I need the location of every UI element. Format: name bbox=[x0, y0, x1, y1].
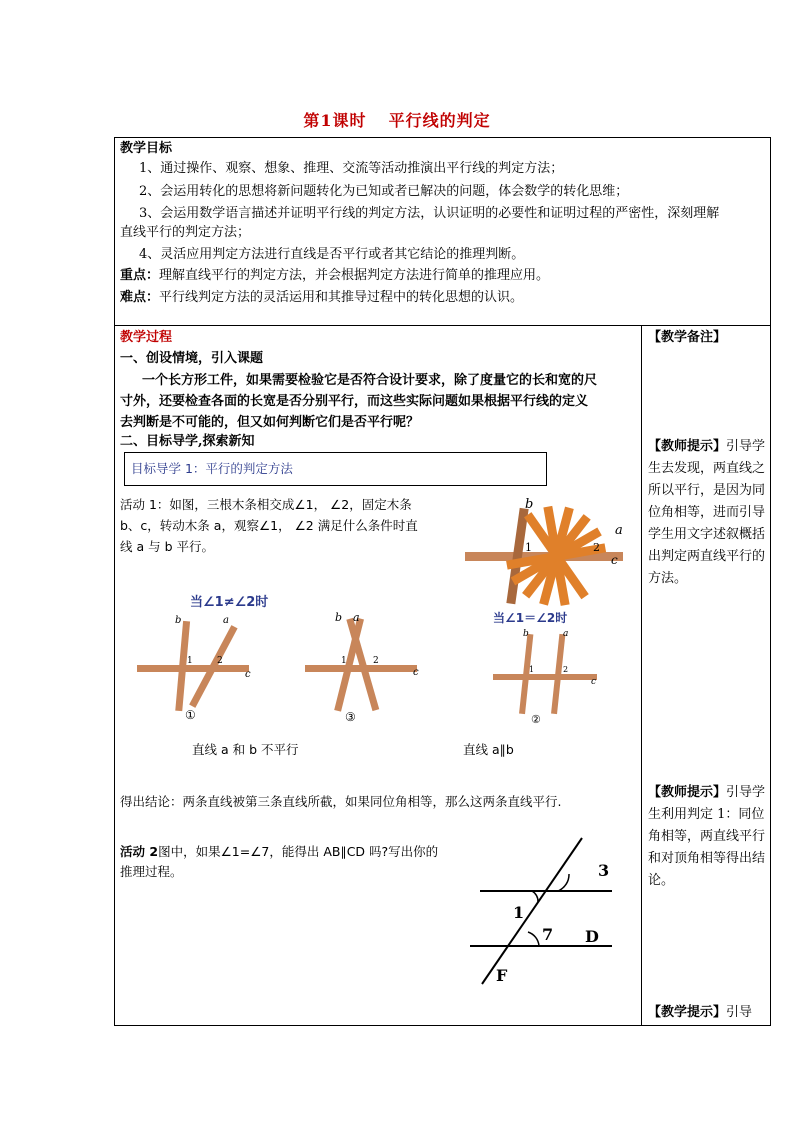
goals-heading: 教学目标 bbox=[120, 141, 173, 156]
activity-2-text: 图中，如果∠1=∠7，能得出 AB∥CD 吗?写出你的 bbox=[158, 844, 439, 859]
tip-2-text: 引导学生利用判定 1：同位角相等，两直线平行和对顶角相等得出结论。 bbox=[648, 785, 766, 888]
tip-1-label: 【教师提示】 bbox=[648, 439, 727, 454]
label-angles-not-equal: 当∠1≠∠2时 bbox=[190, 595, 269, 610]
fig-b-a: a bbox=[563, 629, 569, 639]
figure-3-not-parallel bbox=[305, 609, 425, 724]
goal-item-2: 2、会运用转化的思想将新问题转化为已知或者已解决的问题，体会数学的转化思维； bbox=[139, 184, 629, 199]
diff-label: 难点： bbox=[120, 290, 160, 305]
angle-7-arc bbox=[528, 932, 539, 946]
fig-a-b: b bbox=[175, 615, 182, 626]
objective-box bbox=[124, 452, 547, 486]
page-title bbox=[0, 108, 794, 131]
lesson-topic: 平行线的判定 bbox=[388, 111, 491, 130]
fig2-label-7: 7 bbox=[542, 925, 554, 944]
diff-text: 平行线判定方法的灵活运用和其推导过程中的转化思想的认识。 bbox=[159, 290, 524, 305]
intro-line-2: 寸外，还要检查各面的长宽是否分别平行，而这些实际问题如果根据平行线的定义 bbox=[120, 394, 589, 409]
figure-1-not-parallel bbox=[137, 613, 257, 723]
fig-c-2: 2 bbox=[373, 656, 379, 666]
fig1-label-1: 1 bbox=[525, 541, 532, 554]
angle-1-arc bbox=[532, 891, 538, 902]
fig2-label-d: D bbox=[585, 927, 599, 946]
caption-not-parallel: 直线 a 和 b 不平行 bbox=[192, 742, 299, 757]
intro-line-1: 一个长方形工件，如果需要检验它是否符合设计要求，除了度量它的长和宽的尺 bbox=[142, 373, 598, 388]
section-2-heading: 二、目标导学,探索新知 bbox=[120, 434, 255, 449]
goals-section bbox=[114, 137, 771, 326]
process-heading: 教学过程 bbox=[120, 330, 173, 345]
activity-1-line-1: 活动 1：如图，三根木条相交成∠1， ∠2，固定木条 bbox=[120, 497, 412, 512]
fig-b-c: c bbox=[591, 677, 597, 687]
lesson-number: 第1课时 bbox=[303, 111, 367, 130]
section-1-heading: 一、创设情境，引入课题 bbox=[120, 351, 264, 366]
activity-2-figure bbox=[470, 836, 615, 986]
figure-2-parallel bbox=[493, 626, 603, 726]
fig1-label-2: 2 bbox=[593, 541, 600, 554]
key-label: 重点： bbox=[120, 268, 160, 283]
goal-item-1: 1、通过操作、观察、想象、推理、交流等活动推演出平行线的判定方法； bbox=[139, 161, 564, 176]
angle-3-arc bbox=[558, 874, 569, 891]
transversal bbox=[482, 838, 582, 984]
activity-2-line-2: 推理过程。 bbox=[120, 864, 183, 879]
fig1-label-b: b bbox=[525, 497, 534, 512]
goal-item-4: 4、灵活应用判定方法进行直线是否平行或者其它结论的推理判断。 bbox=[139, 247, 525, 262]
teacher-tip-1 bbox=[648, 436, 768, 590]
activity-1-line-3: 线 a 与 b 平行。 bbox=[120, 539, 214, 554]
process-section bbox=[114, 325, 642, 1026]
fig-a-c: c bbox=[245, 669, 251, 680]
fig-a-line-c bbox=[137, 665, 249, 672]
fig-a-1: 1 bbox=[187, 656, 193, 666]
key-point bbox=[120, 267, 549, 285]
fig-b-b: b bbox=[523, 629, 529, 639]
goal-item-3-cont: 直线平行的判定方法； bbox=[120, 225, 251, 240]
label-angles-equal: 当∠1＝∠2时 bbox=[493, 611, 568, 625]
tip-3-label: 【教学提示】 bbox=[648, 1005, 727, 1020]
tip-3-text: 引导 bbox=[726, 1005, 753, 1020]
fig-c-1: 1 bbox=[341, 656, 347, 666]
fig-c-a: a bbox=[353, 611, 360, 624]
key-text: 理解直线平行的判定方法，并会根据判定方法进行简单的推理应用。 bbox=[159, 268, 550, 283]
teacher-tip-2 bbox=[648, 782, 768, 892]
fig-b-2: 2 bbox=[563, 665, 569, 674]
tip-1-text: 引导学生去发现，两直线之所以平行，是因为同位角相等，进而引导学生用文字述叙概括出判定两直线平行的方法。 bbox=[648, 439, 766, 586]
fig2-label-1: 1 bbox=[513, 903, 525, 922]
intro-line-3: 去判断是不可能的，但又如何判断它们是否平行呢？ bbox=[120, 415, 420, 430]
fig-c-c: c bbox=[413, 667, 419, 678]
activity-2-line-1 bbox=[120, 843, 438, 861]
fig-b-circ: ② bbox=[531, 713, 541, 726]
conclusion: 得出结论：两条直线被第三条直线所截，如果同位角相等，那么这两条直线平行. bbox=[120, 794, 562, 809]
fig-b-1: 1 bbox=[529, 665, 535, 674]
fig-a-a: a bbox=[223, 615, 229, 626]
fig1-label-a: a bbox=[615, 523, 623, 538]
notes-heading: 【教学备注】 bbox=[648, 330, 727, 345]
fig-a-circ: ① bbox=[185, 708, 196, 722]
fig-c-b: b bbox=[335, 611, 343, 624]
difficult-point bbox=[120, 289, 523, 307]
activity-1-line-2: b、c，转动木条 a，观察∠1， ∠2 满足什么条件时直 bbox=[120, 518, 418, 533]
goal-item-3: 3、会运用数学语言描述并证明平行线的判定方法，认识证明的必要性和证明过程的严密性，深刻理解 bbox=[139, 206, 720, 221]
teaching-tip-3 bbox=[648, 1002, 768, 1024]
caption-parallel: 直线 a∥b bbox=[463, 742, 514, 757]
activity-2-label: 活动 2 bbox=[120, 844, 159, 859]
tip-2-label: 【教师提示】 bbox=[648, 785, 727, 800]
fig-a-2: 2 bbox=[217, 656, 223, 666]
fig-c-circ: ③ bbox=[345, 710, 356, 724]
fig2-label-3: 3 bbox=[598, 861, 610, 880]
fig-b-line-c bbox=[493, 674, 597, 680]
rotating-sticks-figure bbox=[465, 496, 625, 606]
notes-column bbox=[641, 325, 771, 1026]
objective-label: 目标导学 1：平行的判定方法 bbox=[131, 461, 293, 476]
fig2-label-f: F bbox=[496, 966, 508, 985]
fig1-label-c: c bbox=[611, 553, 618, 567]
